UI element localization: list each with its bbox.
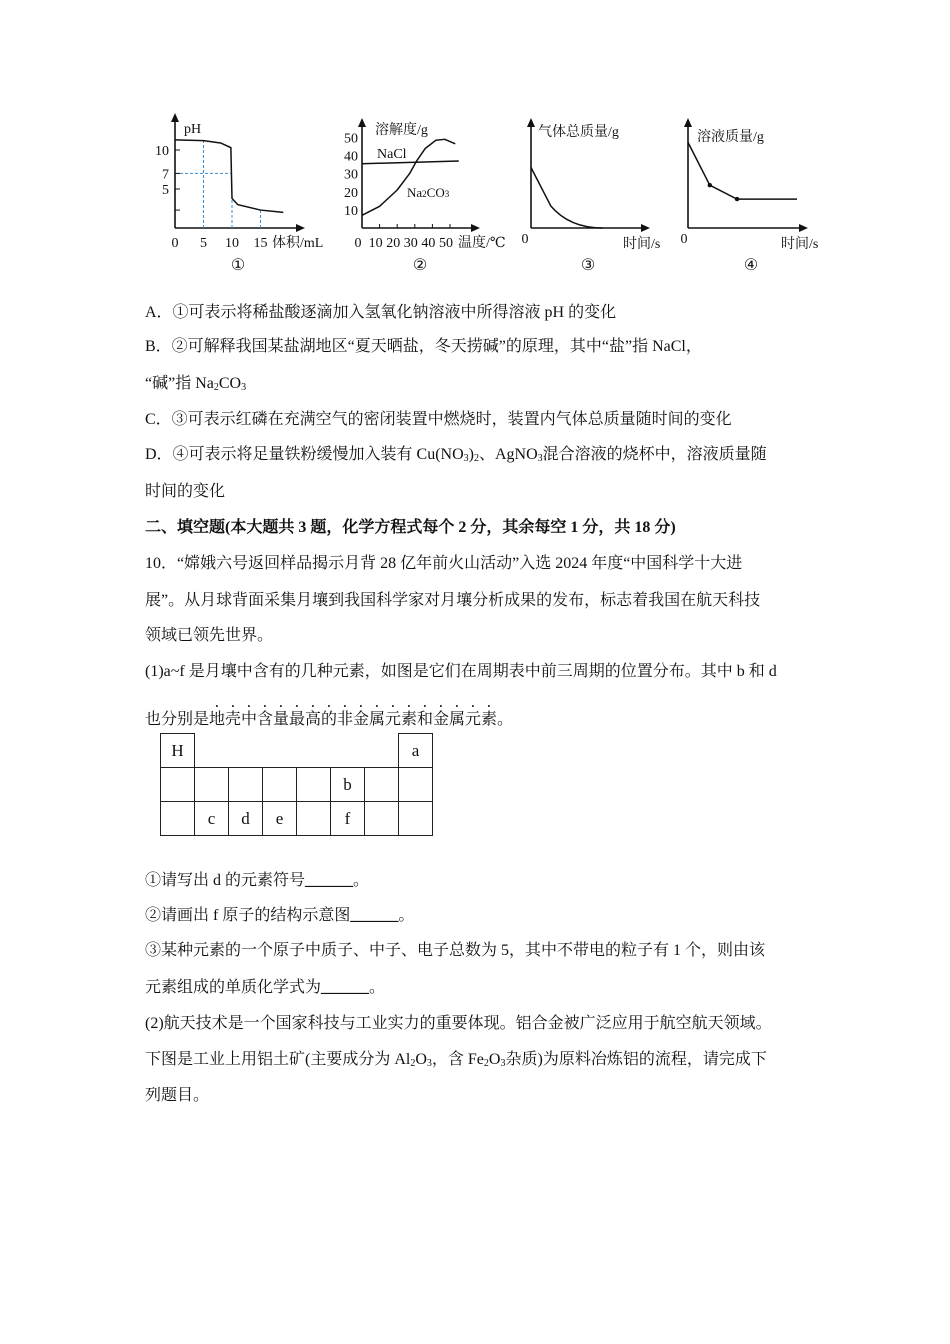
text-line: [145, 941, 765, 961]
subscript: 2: [483, 1058, 489, 1069]
chart2-x-arrow: [471, 224, 480, 232]
periodic-table-cell: [297, 734, 331, 768]
subscript: 3: [426, 1058, 432, 1069]
text-line: [145, 1014, 772, 1034]
text-segment: ③某种元素的一个原子中质子、中子、电子总数为 5，其中不带电的粒子有 1 个，则由该: [145, 942, 766, 959]
text-segment: ①请写出 d 的元素符号: [145, 872, 306, 889]
periodic-table-cell: [365, 768, 399, 802]
text-line: [145, 445, 767, 469]
answer-blank[interactable]: ______: [321, 979, 370, 996]
text-line: [145, 1086, 209, 1106]
periodic-table-cell: [331, 734, 365, 768]
text-segment: B．②可解释我国某盐湖地区“夏天晒盐，冬天捞碱”的原理，其中“盐”指 NaCl，: [145, 338, 702, 355]
chart1-x-tick-label: 0: [171, 236, 179, 251]
text-segment: 混合溶液的烧杯中，溶液质量随: [542, 446, 767, 463]
text-line: [145, 410, 732, 430]
periodic-table-cell: [399, 802, 433, 836]
text-line: [145, 906, 414, 926]
periodic-table-cell: [161, 802, 195, 836]
chart1-x-tick-label: 15: [253, 236, 268, 251]
periodic-table-cell: [297, 802, 331, 836]
chart2-x-tick-label: 40: [421, 236, 436, 251]
chart3-y-arrow: [527, 118, 535, 127]
periodic-table-cell: [399, 768, 433, 802]
chart2-x-tick-label: 0: [354, 236, 362, 251]
text-segment: “碱”指 Na: [145, 375, 214, 392]
periodic-table-cell: [263, 768, 297, 802]
text-segment: 杂质)为原料冶炼铝的流程，请完成下: [505, 1051, 767, 1068]
text-segment: C．③可表示红磷在充满空气的密闭装置中燃烧时，装置内气体总质量随时间的变化: [145, 411, 732, 428]
subscript: 3: [500, 1058, 506, 1069]
text-line: [145, 303, 616, 323]
chart2-x-tick-label: 10: [368, 236, 383, 251]
text-segment: (1)a~f 是月壤中含有的几种元素，如图是它们在周期表中前三周期的位置分布。其中 b 和 d: [145, 663, 777, 680]
periodic-table-cell: [229, 768, 263, 802]
subscript: 3: [241, 382, 247, 393]
chart3-title: ③: [580, 257, 596, 274]
chart2-y-arrow: [358, 118, 366, 127]
text-segment: 。: [497, 711, 514, 728]
chart4-y-label: 溶液质量/g: [697, 130, 764, 145]
text-segment: 下图是工业上用铝土矿(主要成分为 Al: [145, 1051, 411, 1068]
chart1-title: ①: [230, 257, 246, 274]
text-line: [145, 1050, 767, 1074]
text-segment: O: [415, 1051, 427, 1068]
periodic-table-cell: [263, 734, 297, 768]
chart1-x-tick-label: 10: [225, 236, 239, 251]
text-line: [145, 482, 225, 502]
subscript: 2: [474, 453, 479, 464]
text-segment: CO: [218, 375, 242, 392]
periodic-table-cell: [297, 768, 331, 802]
chart2-x-tick-label: 30: [403, 236, 418, 251]
text-line: [145, 374, 246, 398]
text-line: [145, 702, 513, 730]
text-segment: 时间的变化: [145, 483, 226, 500]
chart4-x-arrow: [799, 224, 808, 232]
periodic-table-cell: a: [399, 734, 433, 768]
periodic-table-cell: [365, 802, 399, 836]
text-segment: 二、填空题(本大题共 3 题，化学方程式每个 2 分，其余每空 1 分，共 18 分): [145, 519, 676, 536]
chart2-x-label: 温度/℃: [458, 236, 506, 251]
chart2-y-tick-label: 40: [344, 149, 358, 165]
charts-figure: [0, 0, 950, 290]
chart2-y-label: 溶解度/g: [375, 123, 428, 138]
text-line: [145, 337, 702, 357]
chart1-y-arrow: [171, 113, 179, 122]
chart4-point-marker: [735, 197, 739, 201]
chart1-x-arrow: [296, 224, 305, 232]
chart4-title: ④: [743, 257, 759, 274]
chart3-y-label: 气体总质量/g: [538, 125, 619, 140]
text-line: [145, 871, 369, 891]
text-line: [145, 518, 676, 538]
text-segment: (2)航天技术是一个国家科技与工业实力的重要体现。铝合金被广泛应用于航空航天领域。: [145, 1015, 772, 1032]
subscript: 3: [537, 453, 543, 464]
periodic-table-cell: [195, 734, 229, 768]
text-segment: 列题目。: [145, 1087, 210, 1104]
chart4-origin-label: 0: [680, 232, 688, 247]
chart2-na2co3-curve: [362, 139, 455, 215]
periodic-table-cell: [161, 768, 195, 802]
chart1-ph-curve: [175, 140, 283, 213]
chart2-nacl-label: NaCl: [377, 147, 407, 162]
text-segment: O: [488, 1051, 501, 1068]
periodic-table-cell: e: [263, 802, 297, 836]
text-segment: 。: [398, 907, 415, 924]
text-line: [145, 662, 777, 682]
periodic-table-cell: [365, 734, 399, 768]
text-segment: 元素组成的单质化学式为: [145, 979, 322, 996]
text-line: [145, 591, 760, 611]
chart3-origin-label: 0: [521, 232, 529, 247]
chart3-x-label: 时间/s: [623, 237, 661, 252]
answer-blank[interactable]: ______: [350, 907, 399, 924]
chart2-y-tick-label: 50: [344, 131, 358, 147]
subscript: 2: [213, 382, 219, 393]
chart3-x-arrow: [641, 224, 650, 232]
chart1-y-tick-label: 5: [162, 183, 169, 198]
periodic-table-cell: [195, 768, 229, 802]
chart2-na2co3-label: Na2CO3: [407, 185, 450, 200]
subscript: 3: [463, 453, 469, 464]
chart1-x-tick-label: 5: [200, 236, 207, 251]
chart4-solution-curve: [688, 142, 797, 199]
chart2-x-tick-label: 20: [386, 236, 401, 251]
chart4-x-label: 时间/s: [781, 237, 819, 252]
text-segment: 领域已领先世界。: [145, 627, 274, 644]
periodic-table-cell: c: [195, 802, 229, 836]
chart2-x-tick-label: 50: [439, 236, 453, 251]
text-segment: ，含 Fe: [431, 1051, 484, 1068]
periodic-table-cell: b: [331, 768, 365, 802]
chart4-y-arrow: [684, 118, 692, 127]
chart1-x-label: 体积/mL: [272, 236, 324, 251]
text-line: [145, 978, 385, 998]
answer-blank[interactable]: ______: [305, 872, 354, 889]
text-segment: A．①可表示将稀盐酸逐滴加入氢氧化钠溶液中所得溶液 pH 的变化: [145, 304, 617, 321]
chart3-gas-curve: [531, 168, 603, 229]
chart2-y-tick-label: 30: [344, 167, 358, 183]
periodic-table: [160, 733, 433, 836]
chart1-y-tick-label: 7: [162, 167, 169, 183]
text-line: [145, 626, 273, 646]
text-segment: 也分别是: [145, 711, 210, 728]
chart2-y-tick-label: 10: [344, 203, 358, 219]
periodic-table-cell: d: [229, 802, 263, 836]
chart2-y-tick-label: 20: [344, 185, 358, 201]
chart4-point-marker: [708, 183, 712, 187]
periodic-table-cell: [229, 734, 263, 768]
periodic-table-cell: f: [331, 802, 365, 836]
periodic-table-cell: H: [161, 734, 195, 768]
text-segment: 展”。从月球背面采集月壤到我国科学家对月壤分析成果的发布，标志着我国在航天科技: [145, 592, 761, 609]
text-segment: 、AgNO: [479, 446, 538, 463]
subscript: 2: [410, 1058, 416, 1069]
text-segment: ②请画出 f 原子的结构示意图: [145, 907, 351, 924]
text-segment: D．④可表示将足量铁粉缓慢加入装有 Cu(NO: [145, 446, 464, 463]
chart2-title: ②: [412, 257, 428, 274]
text-segment: 10．“嫦娥六号返回样品揭示月背 28 亿年前火山活动”入选 2024 年度“中国科学十大进: [145, 555, 743, 572]
text-line: [145, 554, 742, 574]
text-segment: 。: [353, 872, 370, 889]
chart1-y-tick-label: 10: [155, 144, 169, 159]
text-segment: ): [468, 446, 474, 463]
text-segment: 地壳中含量最高的非金属元素和金属元素: [209, 711, 498, 728]
text-segment: 。: [369, 979, 386, 996]
chart1-y-label: pH: [184, 122, 202, 137]
